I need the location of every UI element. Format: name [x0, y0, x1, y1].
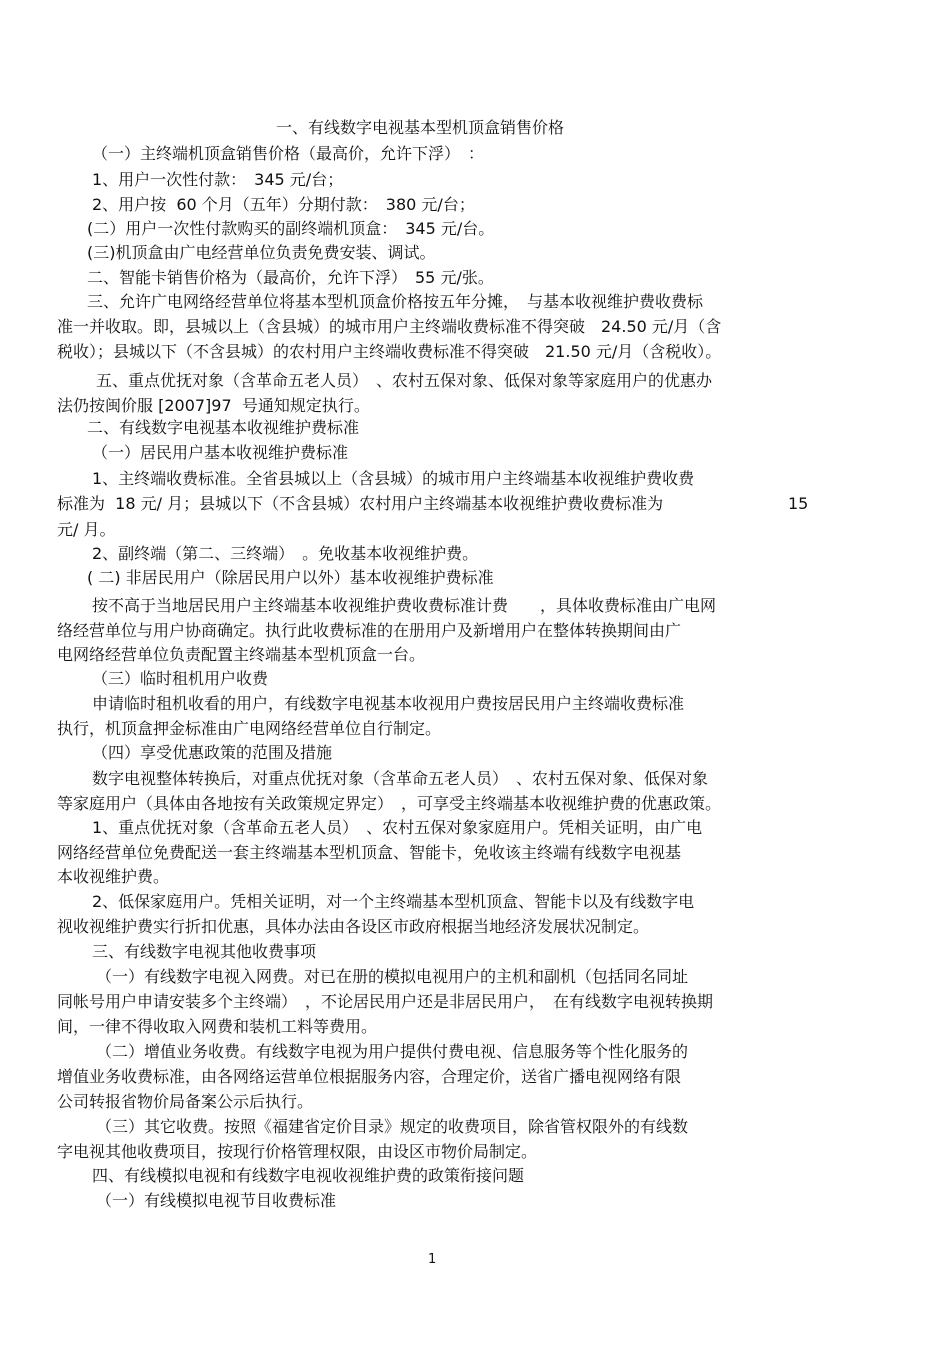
paragraph-line: 同帐号用户申请安装多个主终端） ，不论居民用户还是非居民用户， 在有线数字电视转换期	[57, 992, 714, 1011]
paragraph-line: （三）其它收费。按照《福建省定价目录》规定的收费项目，除省管权限外的有线数	[96, 1117, 689, 1136]
paragraph-line: (三)机顶盒由广电经营单位负责免费安装、调试。	[87, 243, 436, 262]
paragraph-line: 三、允许广电网络经营单位将基本型机顶盒价格按五年分摊， 与基本收视维护费收费标	[87, 292, 704, 311]
paragraph-line: 增值业务收费标准，由各网络运营单位根据服务内容，合理定价，送省广播电视网络有限	[57, 1067, 682, 1086]
paragraph-line: 准一并收取。即，县城以上（含县城）的城市用户主终端收费标准不得突破 24.50 元/月（含	[57, 317, 722, 336]
paragraph-line: 间，一律不得收取入网费和装机工料等费用。	[57, 1017, 378, 1036]
paragraph-line: 数字电视整体转换后，对重点优抚对象（含革命五老人员） 、农村五保对象、低保对象	[92, 769, 709, 788]
section-heading: 一、有线数字电视基本型机顶盒销售价格	[276, 118, 565, 137]
paragraph-line: 法仍按闽价服 [2007]97 号通知规定执行。	[57, 396, 370, 415]
sub-heading: （一）居民用户基本收视维护费标准	[92, 443, 349, 462]
page-number: 1	[428, 1252, 437, 1267]
paragraph-line: 元/ 月。	[57, 520, 116, 539]
paragraph-line: 公司转报省物价局备案公示后执行。	[57, 1092, 314, 1111]
paragraph-line: 视收视维护费实行折扣优惠，具体办法由各设区市政府根据当地经济发展状况制定。	[57, 917, 650, 936]
paragraph-line: 网络经营单位免费配送一套主终端基本型机顶盒、智能卡，免收该主终端有线数字电视基	[57, 843, 682, 862]
section-heading: 四、有线模拟电视和有线数字电视收视维护费的政策衔接问题	[92, 1166, 525, 1185]
paragraph-line: 等家庭用户（具体由各地按有关政策规定界定） ，可享受主终端基本收视维护费的优惠政策。	[57, 794, 722, 813]
sub-heading: （一）有线模拟电视节目收费标准	[96, 1191, 337, 1210]
paragraph-line: 2、副终端（第二、三终端） 。免收基本收视维护费。	[92, 544, 479, 563]
section-heading: 二、有线数字电视基本收视维护费标准	[87, 418, 360, 437]
paragraph-line-tail: 15	[788, 494, 809, 513]
sub-heading: （三）临时租机用户收费	[92, 669, 269, 688]
paragraph-line: 五、重点优抚对象（含革命五老人员） 、农村五保对象、低保对象等家庭用户的优惠办	[96, 371, 713, 390]
paragraph-line: 税收）；县城以下（不含县城）的农村用户主终端收费标准不得突破 21.50 元/月（含税收）。	[57, 342, 722, 361]
paragraph-line: 本收视维护费。	[57, 867, 170, 886]
section-heading: 三、有线数字电视其他收费事项	[92, 942, 317, 961]
paragraph-line: 字电视其他收费项目，按现行价格管理权限，由设区市物价局制定。	[57, 1142, 538, 1161]
paragraph-line: 2、低保家庭用户。凭相关证明，对一个主终端基本型机顶盒、智能卡以及有线数字电	[92, 892, 695, 911]
paragraph-line: (二）用户一次性付款购买的副终端机顶盒： 345 元/台。	[87, 219, 495, 238]
paragraph-line: 1、用户一次性付款： 345 元/台；	[92, 170, 344, 189]
paragraph-line: 电网络经营单位负责配置主终端基本型机顶盒一台。	[57, 645, 426, 664]
paragraph-line: 1、重点优抚对象（含革命五老人员） 、农村五保对象家庭用户。凭相关证明，由广电	[92, 818, 703, 837]
sub-heading: （四）享受优惠政策的范围及措施	[92, 743, 333, 762]
paragraph-line: 申请临时租机收看的用户，有线数字电视基本收视用户费按居民用户主终端收费标准	[92, 694, 685, 713]
paragraph-line: （二）增值业务收费。有线数字电视为用户提供付费电视、信息服务等个性化服务的	[96, 1042, 689, 1061]
paragraph-line: 执行，机顶盒押金标准由广电网络经营单位自行制定。	[57, 719, 442, 738]
paragraph-line: 2、用户按 60 个月（五年）分期付款： 380 元/台；	[92, 195, 475, 214]
paragraph-line: 二、智能卡销售价格为（最高价，允许下浮） 55 元/张。	[87, 268, 494, 287]
paragraph-line: 按不高于当地居民用户主终端基本收视维护费收费标准计费 ，具体收费标准由广电网	[92, 596, 717, 615]
paragraph-line: （一）有线数字电视入网费。对已在册的模拟电视用户的主机和副机（包括同名同址	[96, 967, 689, 986]
paragraph-line: 标准为 18 元/ 月；县城以下（不含县城）农村用户主终端基本收视维护费收费标准为	[57, 494, 664, 513]
sub-heading: （一）主终端机顶盒销售价格（最高价，允许下浮） ：	[92, 144, 485, 163]
paragraph-line: 络经营单位与用户协商确定。执行此收费标准的在册用户及新增用户在整体转换期间由广	[57, 621, 682, 640]
sub-heading: ( 二) 非居民用户（除居民用户以外）基本收视维护费标准	[87, 568, 494, 587]
paragraph-line: 1、主终端收费标准。全省县城以上（含县城）的城市用户主终端基本收视维护费收费	[92, 469, 695, 488]
